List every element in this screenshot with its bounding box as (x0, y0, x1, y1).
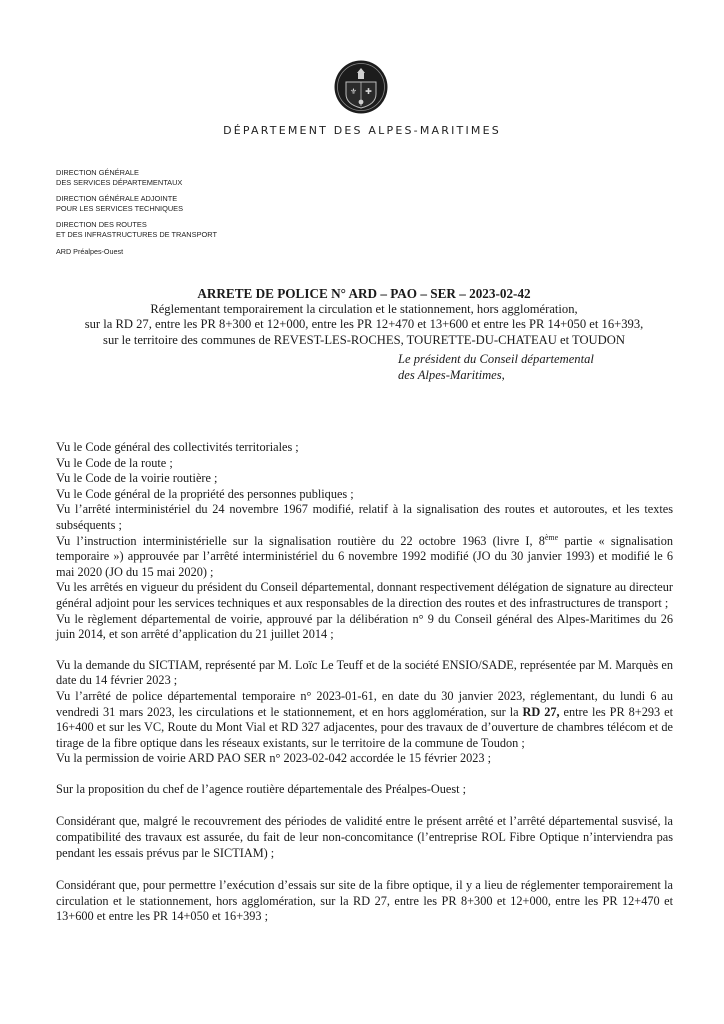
service-line: DIRECTION GÉNÉRALE ADJOINTE (56, 194, 178, 204)
service-roads (56, 220, 217, 239)
considering-paragraph: Considérant que, pour permettre l’exécution d’essais sur site de la fibre optique, il y a lieu de réglementer temporairement la circulation et le stationnement, hors agglomération, sur la RD 27, entre les PR 8+300 et 12+000, entre les PR 12+470 et 13+600 et entre les PR 14+050 et 16+393 ; (56, 878, 673, 924)
svg-text:✚: ✚ (365, 87, 372, 96)
decree-subtitle-line: sur le territoire des communes de REVEST-LES-ROCHES, TOURETTE-DU-CHATEAU et TOUDON (103, 332, 625, 347)
department-name: DÉPARTEMENT DES ALPES-MARITIMES (223, 124, 501, 137)
vu10-part: Vu l’arrêté de police départemental temporaire n° 2023-01-61, en date du 30 janvier 2023, réglementant, du lundi 6 au vendredi 31 mars 2023, les circulations et le stationnement, et en hors agglomération, sur la (56, 688, 673, 719)
considering-paragraph: Considérant que, malgré le recouvrement des périodes de validité entre le présent arrêté et l’arrêté départemental susvisé, la compatibilité des travaux est assurée, du fait de leur non-concomitance (l’entreprise ROL Fibre Optique n’interviendra pas pendant les essais prévus par le SICTIAM) ; (56, 814, 673, 860)
decree-subtitle-line: Réglementant temporairement la circulation et le stationnement, hors agglomération, (150, 301, 578, 316)
president-line: des Alpes-Maritimes, (398, 367, 505, 382)
department-emblem-icon (334, 60, 388, 114)
vu-paragraph: Vu la demande du SICTIAM, représenté par M. Loïc Le Teuff et de la société ENSIO/SADE, représentée par M. Marquès en date du 14 février 2023 ; (56, 657, 673, 688)
vu-paragraph: Vu le Code général des collectivités territoriales ; (56, 440, 299, 454)
vu-paragraph: Vu le règlement départemental de voirie, approuvé par la délibération n° 9 du Conseil général des Alpes-Maritimes du 26 juin 2014, et son arrêté d’application du 21 juillet 2014 ; (56, 611, 673, 642)
vu10-part: entre les PR 8+293 et 16+400 et sur les VC, Route du Mont Vial et RD 327 adjacentes, pour des travaux de d’ouverture de chambres télécom et de tirage de la fibre optique dans les réseaux existants, sur le territoire de la commune de Toudon ; (56, 704, 673, 750)
ard-label: ARD Préalpes-Ouest (56, 246, 124, 256)
proposal-paragraph: Sur la proposition du chef de l’agence routière départementale des Préalpes-Ouest ; (56, 781, 467, 796)
president-line: Le président du Conseil départemental (398, 352, 594, 366)
decree-title: ARRETE DE POLICE N° ARD – PAO – SER – 2023-02-42 (197, 286, 531, 301)
service-line: ET DES INFRASTRUCTURES DE TRANSPORT (56, 229, 217, 239)
svg-text:⚜: ⚜ (349, 87, 358, 96)
service-line: POUR LES SERVICES TECHNIQUES (56, 203, 184, 213)
vu6-part: Vu l’instruction interministérielle sur la signalisation routière du 22 octobre 1963 (livre I, 8 (56, 533, 545, 548)
service-line: DES SERVICES DÉPARTEMENTAUX (56, 177, 183, 187)
vu-paragraph: Vu les arrêtés en vigueur du président du Conseil départemental, donnant respectivement délégation de signature au directeur général adjoint pour les services techniques et aux responsables de la direction des routes et des infrastructures de transport ; (56, 580, 673, 610)
superscript: ème (544, 532, 559, 542)
vu-paragraph: Vu le Code de la route ; (56, 455, 173, 470)
service-general (56, 168, 217, 187)
services-block (56, 168, 217, 256)
vu-paragraph: Vu le Code de la voirie routière ; (56, 471, 218, 486)
vu-paragraph (56, 534, 673, 581)
vu-paragraph: Vu la permission de voirie ARD PAO SER n° 2023-02-042 accordée le 15 février 2023 ; (56, 751, 492, 766)
vu10-bold: RD 27, (522, 704, 560, 719)
decree-title-block (40, 286, 688, 348)
vu-paragraph (56, 689, 673, 751)
service-line: DIRECTION DES ROUTES (56, 220, 147, 230)
vu6-part: partie « signalisation temporaire ») approuvée par l’arrêté interministériel du 6 novembre 1992 modifié (JO du 30 janvier 1993) et modifié le 6 mai 2020 (JO du 15 mai 2020) ; (56, 533, 673, 579)
service-technical (56, 194, 217, 213)
service-line: DIRECTION GÉNÉRALE (56, 168, 139, 177)
decree-subtitle-line: sur la RD 27, entre les PR 8+300 et 12+000, entre les PR 12+470 et 13+600 et entre les PR 14+050 et 16+393, (84, 317, 644, 332)
vu-paragraph: Vu le Code général de la propriété des personnes publiques ; (56, 486, 354, 501)
vu-paragraph: Vu l’arrêté interministériel du 24 novembre 1967 modifié, relatif à la signalisation des routes et autoroutes, et les textes subséquents ; (56, 502, 673, 532)
decree-body (56, 440, 673, 925)
president-signatory (398, 352, 594, 383)
